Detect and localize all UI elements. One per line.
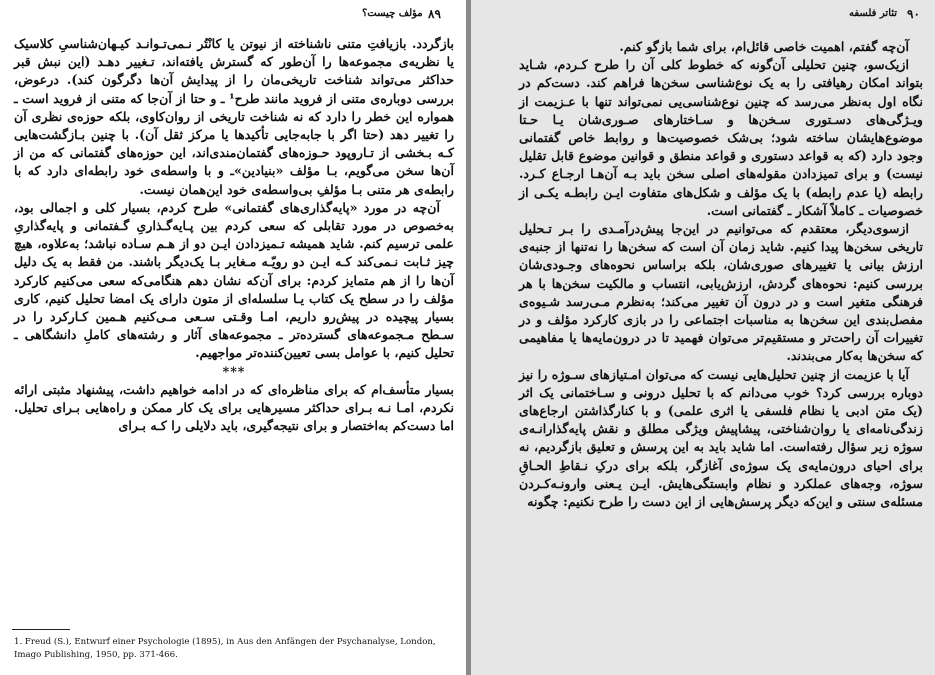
left-paragraph-1: بازگردد. بازیافتِ متنی ناشناخته از نیوتن یا کانْتُر نـمی‌تـوانـد کیـهان‌شناسیِ کلاسیک یا نظریه‌ی مجموعه‌ها را آن‌طور که گسترش یافته‌اند، تـغییر دهـد (این نبش قبر حداکثر می‌تواند شناخت تاریخی‌مان را از پیدایش آن‌ها دگرگون کند). درعوض، بررسی دوباره‌ی متنی از فروید مانند طرح¹ ـ و حتا از آن‌جا که متنی از فروید است ـ همواره این خطر را دارد که نه شناخت تاریخی از روان‌کاوی، بلکه حوزه‌ی نظری آن را تغییر دهد (حتا اگر با جابه‌جایی تأکیدها یا مرکز ثقل آن). با چنین بـازگشت‌هایی کـه بـخشی از تـاروپود حـوزه‌های گفتمان‌مندی‌اند، این حوزه‌های گفتمانی که من از آن‌ها سخن می‌گویم، بـا مؤلف «بنیادین»ـ و با واسطه‌ی خود رابطه‌ای دارد که با رابطه‌ی هر متنی بـا مؤلفِ بی‌واسطه‌ی خود این‌همان نیست.: [14, 36, 454, 197]
left-body-text: [14, 35, 454, 435]
section-separator: ***: [222, 363, 246, 379]
footnote-rule: [12, 629, 70, 630]
right-paragraph-3: ازسوی‌دیگر، معتقدم که می‌توانیم در این‌جا پیش‌درآمـدی را بـر تـحلیل تاریخی سخن‌ها پیدا کنیم. شاید زمان آن است که سخن‌ها را نه‌تنها از جنبه‌ی ارزش بیانی یا تغییرهای صوری‌شان، بلکه براساس نحوه‌های وجـودی‌شان بررسی کنیم: نحوه‌های گردش، ارزش‌یابی، انتساب و مالکیت سخن‌ها با هر فرهنگی متغیر است و در درون آن تغییر می‌کند؛ به‌نظرم مـی‌رسد شـیوه‌ی مفصل‌بندی این سخن‌ها به مناسبات اجتماعی را در بازی کارکرد مؤلف و در تغییرات آن راحت‌تر و مستقیم‌تر می‌توان فهمید تا در درون‌مایه‌ها یا مفاهیمی که سخن‌ها به‌کار می‌بندند.: [519, 221, 923, 364]
right-paragraph-2: ازیک‌سو، چنین تحلیلی آن‌گونه که خطوط کلی آن را طرح کـردم، شـاید بتواند امکان رهیافتی را به یک نوع‌شناسی سخن‌ها فراهم کند. دست‌کم در نگاه اول به‌نظر می‌رسد که چنین نوع‌شناسی‌یی نمی‌تواند تنها با عـزیمت از ویـژگی‌های دسـتوری سـخن‌ها و سـاختارهای صـوری‌شان یـا حـتا موضوع‌هایشان ساخته شود؛ بی‌شک خصوصیت‌ها و روابط خاص گفتمانی وجود دارد (که به قواعد دستوری و قواعد منطق و قوانین موضوع قابل تقلیل نیست) و برای تمیزدادن مقوله‌های اصلی سخن باید بـه آن‌هـا ارجـاع کـرد. رابطه (یا عدم رابطه) با یک مؤلف و شکل‌های متفاوت ایـن رابطـه یکـی از خصوصیات ـ کاملاً آشکار ـ گفتمانی است.: [519, 57, 923, 218]
right-body-text: [519, 38, 923, 511]
left-page: [0, 0, 466, 675]
left-page-number: ۸۹: [428, 7, 441, 21]
right-paragraph-4: آیا با عزیمت از چنین تحلیل‌هایی نیست که می‌توان امـتیازهای سـوژه را نیز دوباره بررسی کرد؟ خوب می‌دانم که با تحلیل درونی و سـاختمانی یک اثر (یک متن ادبی یا نظام فلسفی یا اثری علمی) و با کنارگذاشتن ارجاع‌های زندگی‌نامه‌ای یا روان‌شناختی، پیشاپیش ویژگی مطلق و نقش پایه‌گذارانـه‌ی سوژه زیر سؤال رفته‌است. اما شاید باید به این پرسش و تعلیق بازگردیم، نه برای احیای درون‌مایه‌ی یک سوژه‌ی آغازگر، بلکه برای درکِ نـقاطِ الحـاقِ سوژه، وجه‌های عملکرد و نظام وابستگی‌هایش. ایـن یـعنی وارونـه‌کـردن مسئله‌ی سنتی و این‌که دیگر پرسش‌هایی از این دست را طرح نکنیم: چگونه: [519, 366, 923, 510]
right-page: [471, 0, 935, 675]
left-paragraph-2: آن‌چه در مورد «پایه‌گذاری‌های گفتمانی» طرح کردم، بسیار کلی و اجمالی بود، به‌خصوص در مورد تقابلی که سعی کردم بین پـایه‌گـذاریِ گـفتمانی و پایه‌گذاریِ علمی ترسیم کنم. شاید همیشه تـمیزدادن ایـن دو از هـم سـاده نباشد؛ به‌علاوه، هیچ چیز ثـابت نـمی‌کند کـه ایـن دو رویّـه مـغایر بـا یک‌دیگر باشند. من فقط به یک دلیل آن‌ها را از هم متمایز کردم: برای آن‌که نشان دهم هنگامی‌که سعی می‌کنیم کارکرد مؤلف را در سطح یک کتاب یـا سلسله‌ای از متون دارای یک امضا تحلیل کنیم، کاری بسیار پیچیده در پیش‌رو داریم، امـا وقـتی سـعی مـی‌کنیم هـمین کـارکرد را در سـطح مـجموعه‌های گسترده‌تر ـ مجموعه‌های آثار و رشته‌های کاملِ دانشگاهی ـ تحلیل کنیم، با عوامل بسی تعیین‌کننده‌تر مواجهیم.: [14, 199, 454, 361]
right-page-number: ۹۰: [907, 7, 920, 21]
right-header-title: تئاتر فلسفه: [849, 8, 898, 19]
left-paragraph-3: بسیار متأسف‌ام که برای مناظره‌ای که در ادامه خواهیم داشت، پیشنهاد مثبتی ارائه نکردم، امـا نـه بـرای حداکثر مسیرهایی برای یک کار ممکن و راه‌هایی بـرای تحلیل. اما دست‌کم به‌اختصار و برای نتیجه‌گیری، باید دلایلی را کـه بـرای: [14, 381, 454, 434]
right-paragraph-1: آن‌چه گفتم، اهمیت خاصی قائل‌ام، برای شما بازگو کنم.: [619, 39, 909, 54]
footnote: 1. Freud (S.), Entwurf einer Psychologie (1895), in Aus den Anfängen der Psychanalyse, London, Imago Publishing, 1950, pp. 371-466.: [14, 637, 436, 660]
left-header-title: مؤلف چیست؟: [362, 8, 423, 19]
